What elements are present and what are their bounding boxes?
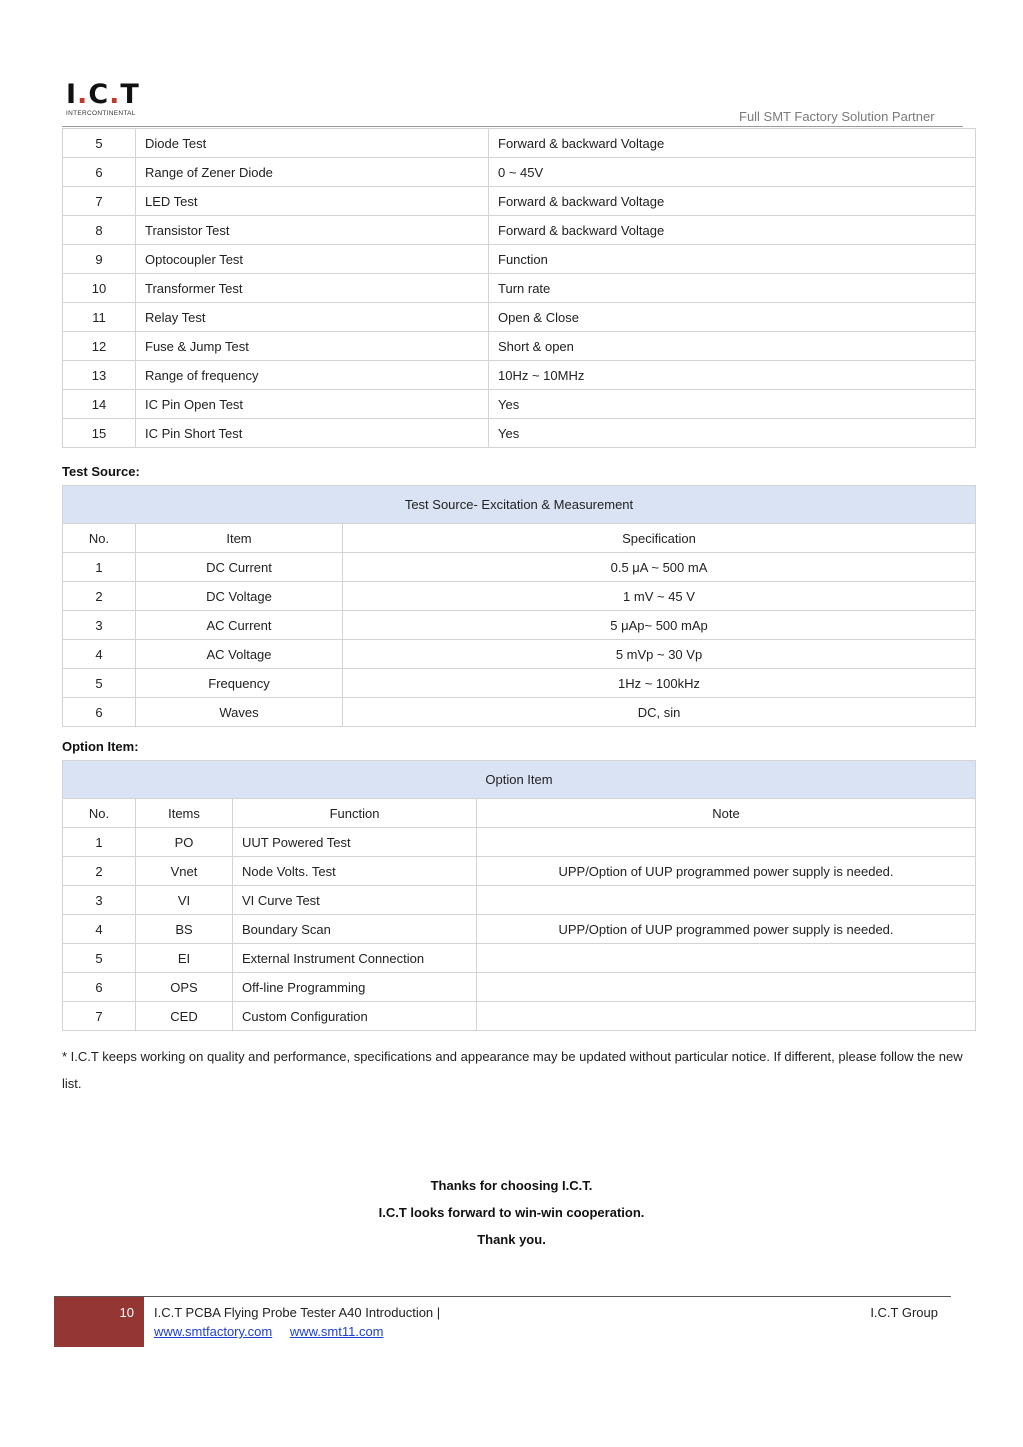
- table-cell: [477, 973, 976, 1002]
- table-cell: Range of frequency: [136, 361, 489, 390]
- column-header: Specification: [343, 524, 976, 553]
- table-row: [63, 361, 976, 390]
- logo-subtitle: INTERCONTINENTAL: [66, 110, 136, 117]
- table-cell: Diode Test: [136, 129, 489, 158]
- table-cell: Range of Zener Diode: [136, 158, 489, 187]
- table-row: [63, 611, 976, 640]
- table-row: [63, 187, 976, 216]
- table-cell: 13: [63, 361, 136, 390]
- table-cell: 0.5 μA ~ 500 mA: [343, 553, 976, 582]
- table-cell: Frequency: [136, 669, 343, 698]
- table-row: [63, 245, 976, 274]
- table-cell: 3: [63, 611, 136, 640]
- table-row: [63, 158, 976, 187]
- column-header: No.: [63, 524, 136, 553]
- table-cell: BS: [136, 915, 233, 944]
- table-cell: 1Hz ~ 100kHz: [343, 669, 976, 698]
- table-cell: UPP/Option of UUP programmed power supply is needed.: [477, 857, 976, 886]
- table-cell: VI: [136, 886, 233, 915]
- table-cell: PO: [136, 828, 233, 857]
- table-row: [63, 129, 976, 158]
- table-cell: DC Current: [136, 553, 343, 582]
- table-cell: UPP/Option of UUP programmed power supply is needed.: [477, 915, 976, 944]
- option-item-title: Option Item: [63, 761, 976, 799]
- footer-links: [154, 1324, 398, 1339]
- table-cell: 6: [63, 973, 136, 1002]
- table-cell: Forward & backward Voltage: [489, 129, 976, 158]
- table-row: [63, 390, 976, 419]
- header-divider: [62, 126, 963, 127]
- table-cell: 4: [63, 640, 136, 669]
- table-cell: 5: [63, 669, 136, 698]
- table-cell: Custom Configuration: [233, 1002, 477, 1031]
- footer-link-smt11[interactable]: www.smt11.com: [289, 1324, 384, 1339]
- footer-group: I.C.T Group: [870, 1305, 938, 1320]
- thanks-line: Thanks for choosing I.C.T.: [430, 1178, 593, 1193]
- table-header-row: [63, 524, 976, 553]
- table-cell: Off-line Programming: [233, 973, 477, 1002]
- table-row: [63, 944, 976, 973]
- table-cell: Forward & backward Voltage: [489, 216, 976, 245]
- test-items-table: [62, 128, 976, 448]
- option-item-label: Option Item:: [62, 739, 139, 754]
- table-cell: CED: [136, 1002, 233, 1031]
- table-cell: DC Voltage: [136, 582, 343, 611]
- table-cell: 1: [63, 553, 136, 582]
- footer-link-smtfactory[interactable]: www.smtfactory.com: [154, 1324, 273, 1339]
- table-cell: Relay Test: [136, 303, 489, 332]
- table-cell: Forward & backward Voltage: [489, 187, 976, 216]
- table-row: [63, 915, 976, 944]
- table-row: [63, 1002, 976, 1031]
- table-row: [63, 973, 976, 1002]
- disclaimer-note: * I.C.T keeps working on quality and performance, specifications and appearance may be updated without particular notice. If different, please follow the new list.: [62, 1049, 963, 1091]
- table-cell: 6: [63, 698, 136, 727]
- column-header: Function: [233, 799, 477, 828]
- table-cell: 1: [63, 828, 136, 857]
- option-item-table: [62, 760, 976, 1031]
- table-cell: DC, sin: [343, 698, 976, 727]
- column-header: No.: [63, 799, 136, 828]
- table-header-row: [63, 799, 976, 828]
- table-cell: 1 mV ~ 45 V: [343, 582, 976, 611]
- table-cell: Fuse & Jump Test: [136, 332, 489, 361]
- table-cell: 3: [63, 886, 136, 915]
- footer-divider: [54, 1296, 951, 1297]
- table-cell: 10: [63, 274, 136, 303]
- table-cell: VI Curve Test: [233, 886, 477, 915]
- table-cell: 5 μAp~ 500 mAp: [343, 611, 976, 640]
- table-cell: 6: [63, 158, 136, 187]
- table-cell: 11: [63, 303, 136, 332]
- table-cell: 12: [63, 332, 136, 361]
- table-row: [63, 582, 976, 611]
- header-tagline: Full SMT Factory Solution Partner: [739, 109, 935, 124]
- table-row: [63, 553, 976, 582]
- table-cell: Optocoupler Test: [136, 245, 489, 274]
- table-cell: UUT Powered Test: [233, 828, 477, 857]
- table-cell: Waves: [136, 698, 343, 727]
- table-cell: Short & open: [489, 332, 976, 361]
- table-cell: 0 ~ 45V: [489, 158, 976, 187]
- table-cell: Transformer Test: [136, 274, 489, 303]
- table-row: [63, 698, 976, 727]
- table-cell: [477, 1002, 976, 1031]
- table-cell: 7: [63, 1002, 136, 1031]
- page-number-box: [54, 1297, 144, 1347]
- table-cell: 14: [63, 390, 136, 419]
- column-header: Item: [136, 524, 343, 553]
- table-cell: Transistor Test: [136, 216, 489, 245]
- table-row: [63, 669, 976, 698]
- table-row: [63, 886, 976, 915]
- table-cell: [477, 944, 976, 973]
- table-cell: Turn rate: [489, 274, 976, 303]
- table-cell: Yes: [489, 419, 976, 448]
- table-cell: 8: [63, 216, 136, 245]
- table-row: [63, 303, 976, 332]
- table-cell: 10Hz ~ 10MHz: [489, 361, 976, 390]
- table-cell: AC Current: [136, 611, 343, 640]
- thanks-line: Thank you.: [477, 1232, 546, 1247]
- table-cell: 2: [63, 582, 136, 611]
- table-row: [63, 332, 976, 361]
- table-cell: Node Volts. Test: [233, 857, 477, 886]
- table-cell: 2: [63, 857, 136, 886]
- table-row: [63, 419, 976, 448]
- table-cell: [477, 828, 976, 857]
- table-cell: AC Voltage: [136, 640, 343, 669]
- thanks-line: I.C.T looks forward to win-win cooperation.: [378, 1205, 645, 1220]
- footer-title: I.C.T PCBA Flying Probe Tester A40 Introduction |: [154, 1305, 441, 1320]
- table-title-row: [63, 486, 976, 524]
- table-cell: [477, 886, 976, 915]
- table-title-row: [63, 761, 976, 799]
- column-header: Note: [477, 799, 976, 828]
- table-cell: Boundary Scan: [233, 915, 477, 944]
- table-cell: Open & Close: [489, 303, 976, 332]
- table-cell: 4: [63, 915, 136, 944]
- table-cell: LED Test: [136, 187, 489, 216]
- table-cell: OPS: [136, 973, 233, 1002]
- test-source-title: Test Source- Excitation & Measurement: [63, 486, 976, 524]
- table-row: [63, 274, 976, 303]
- table-row: [63, 640, 976, 669]
- table-cell: IC Pin Open Test: [136, 390, 489, 419]
- table-cell: 9: [63, 245, 136, 274]
- table-cell: IC Pin Short Test: [136, 419, 489, 448]
- table-cell: 7: [63, 187, 136, 216]
- table-cell: Yes: [489, 390, 976, 419]
- table-cell: 5: [63, 129, 136, 158]
- table-cell: 5: [63, 944, 136, 973]
- company-logo: [66, 80, 150, 120]
- table-row: [63, 216, 976, 245]
- logo-wordmark: I.C.T: [66, 79, 140, 110]
- table-row: [63, 828, 976, 857]
- column-header: Items: [136, 799, 233, 828]
- table-cell: 5 mVp ~ 30 Vp: [343, 640, 976, 669]
- table-cell: EI: [136, 944, 233, 973]
- table-cell: 15: [63, 419, 136, 448]
- table-row: [63, 857, 976, 886]
- table-cell: Function: [489, 245, 976, 274]
- test-source-table: [62, 485, 976, 727]
- page-number: 10: [119, 1305, 134, 1320]
- test-source-label: Test Source:: [62, 464, 140, 479]
- table-cell: External Instrument Connection: [233, 944, 477, 973]
- table-cell: Vnet: [136, 857, 233, 886]
